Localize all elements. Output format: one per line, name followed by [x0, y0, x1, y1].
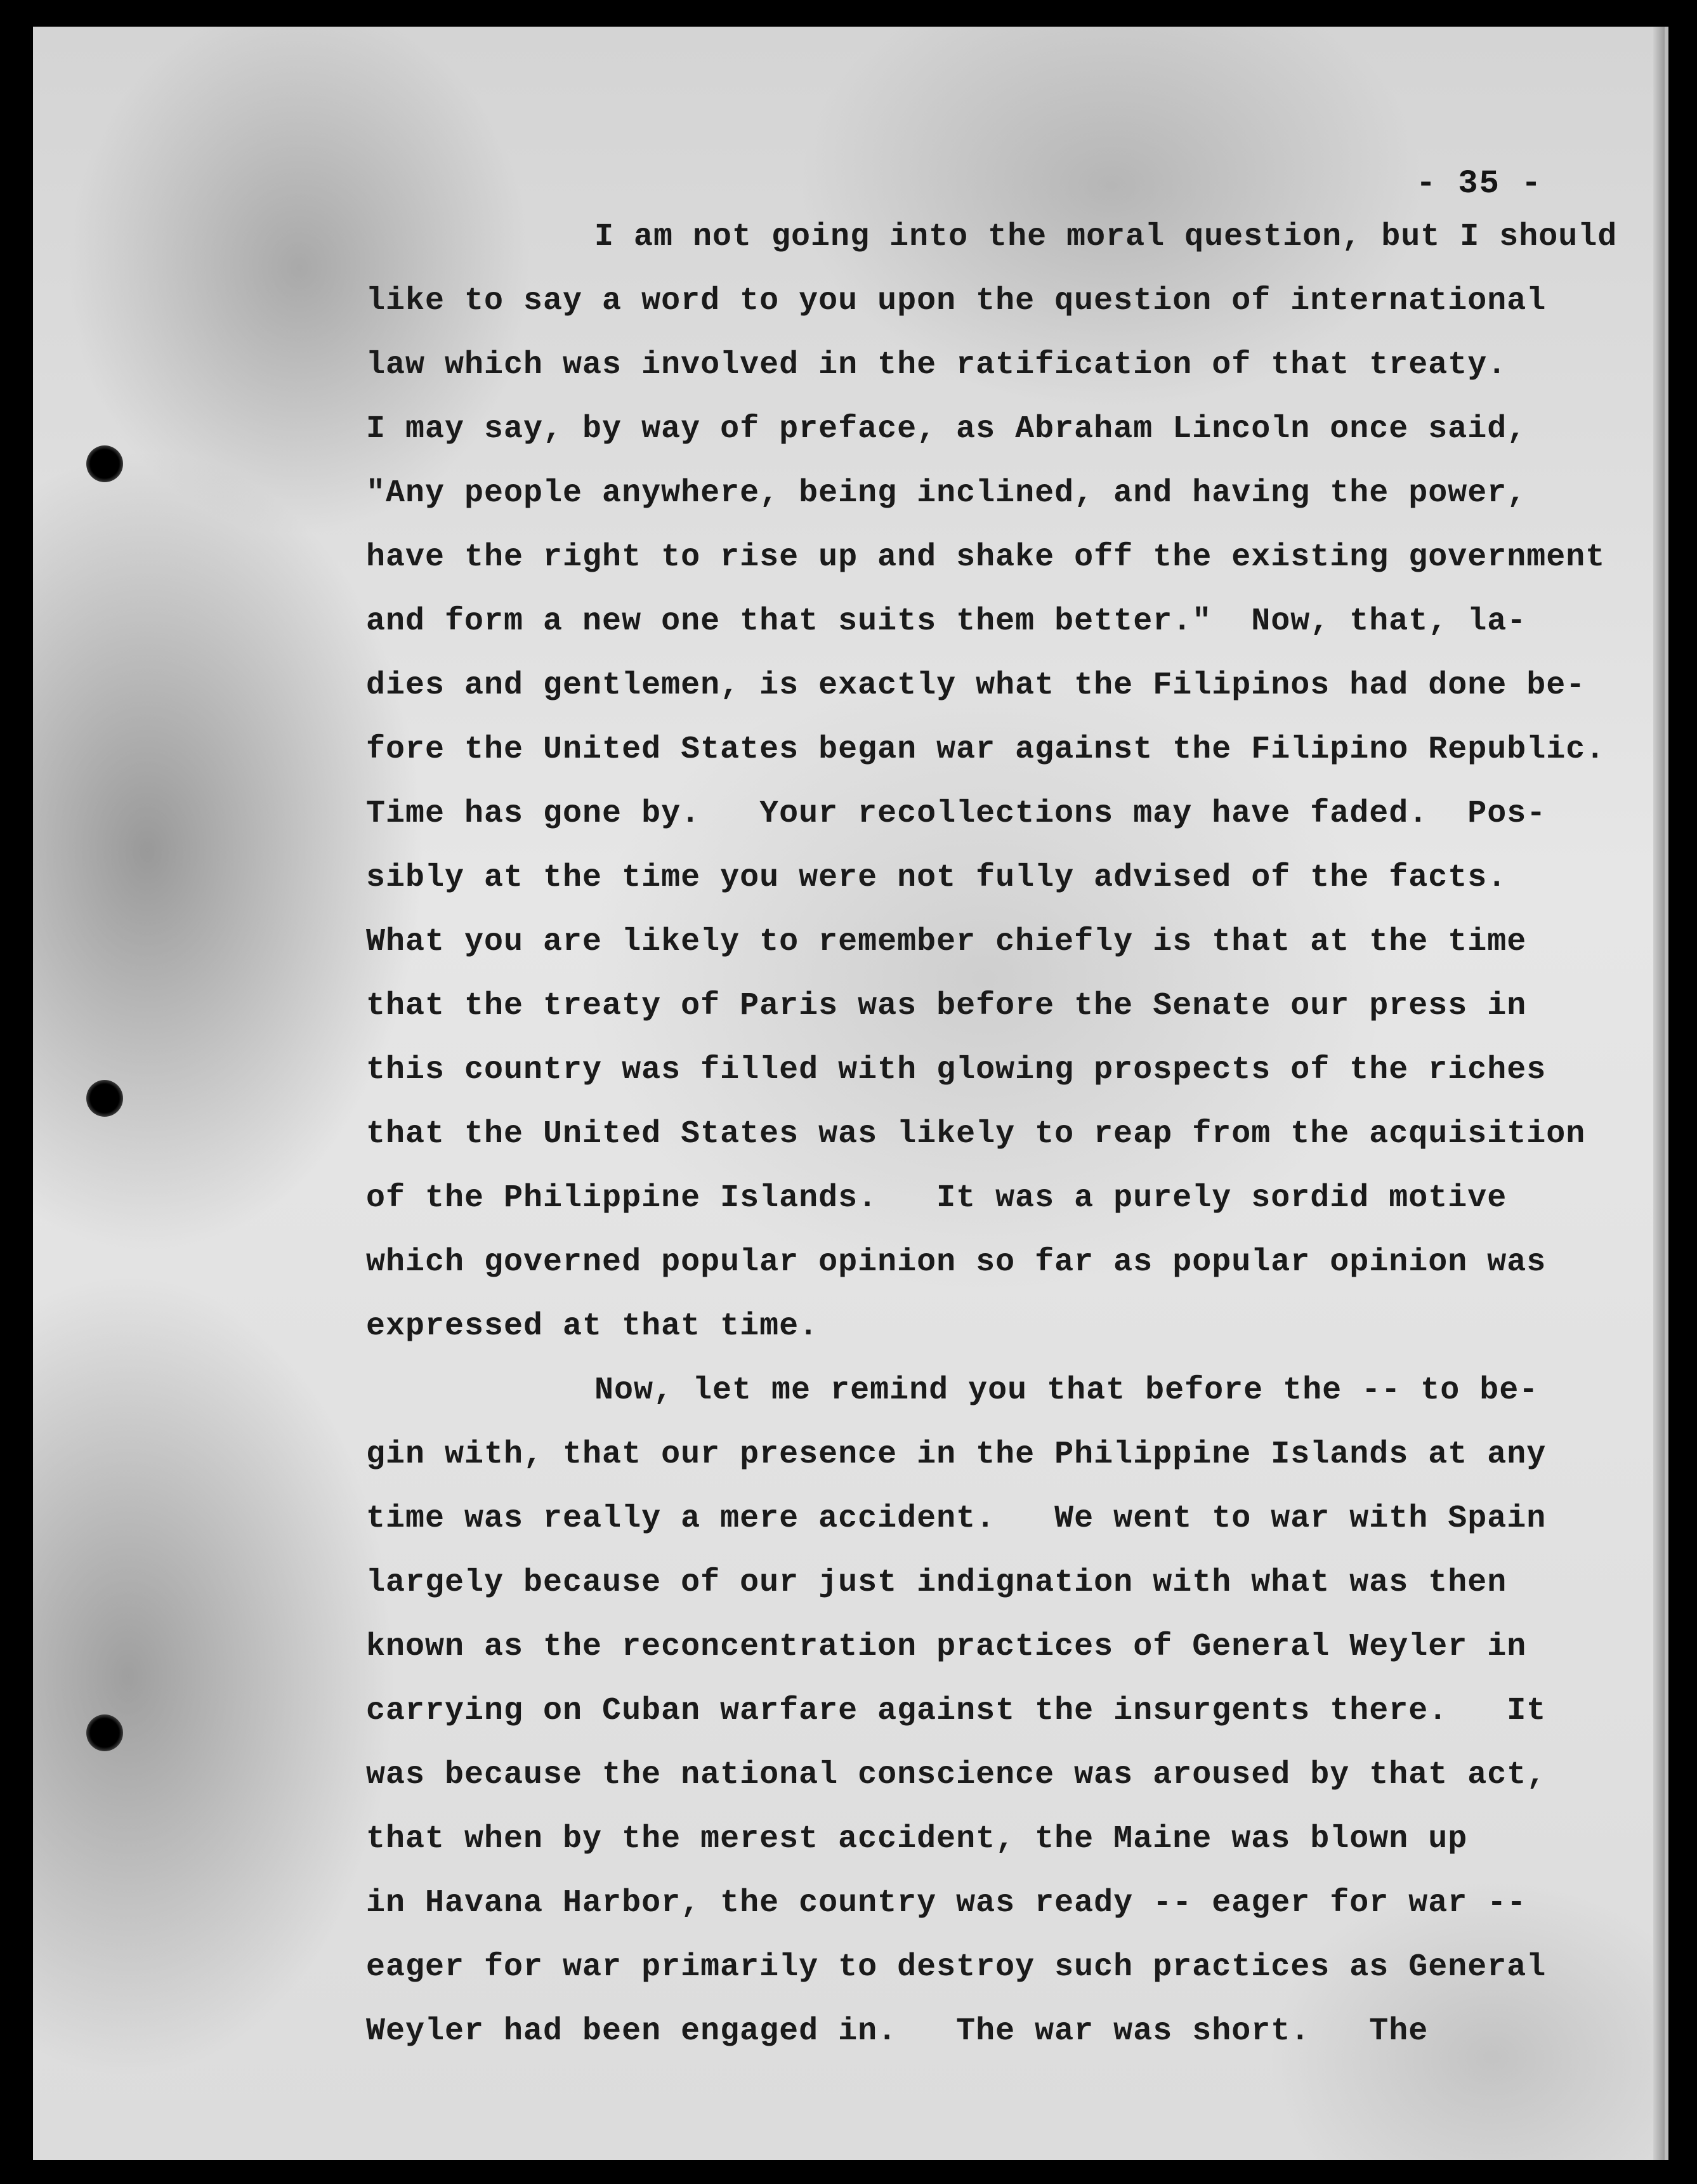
text-line: that when by the merest accident, the Maine was blown up: [366, 1821, 1468, 1857]
text-line: time was really a mere accident. We went to war with Spain: [366, 1501, 1547, 1537]
text-line: dies and gentlemen, is exactly what the Filipinos had done be-: [366, 668, 1586, 704]
text-line: gin with, that our presence in the Philippine Islands at any: [366, 1437, 1547, 1473]
punch-hole-bottom: [86, 1714, 123, 1751]
text-line: sibly at the time you were not fully advised of the facts.: [366, 860, 1507, 896]
page-number: - 35 -: [1416, 165, 1543, 202]
typewritten-page: [33, 27, 1668, 2160]
text-line: expressed at that time.: [366, 1308, 819, 1345]
text-line: this country was filled with glowing prospects of the riches: [366, 1052, 1547, 1088]
text-line: Time has gone by. Your recollections may have faded. Pos-: [366, 796, 1547, 832]
text-line: carrying on Cuban warfare against the insurgents there. It: [366, 1693, 1547, 1729]
text-line: in Havana Harbor, the country was ready -- eager for war --: [366, 1885, 1527, 1921]
text-line: Now, let me remind you that before the -- to be-: [594, 1372, 1539, 1409]
text-line: of the Philippine Islands. It was a purely sordid motive: [366, 1180, 1507, 1216]
punch-hole-middle: [86, 1080, 123, 1117]
punch-hole-top: [86, 445, 123, 482]
text-line: that the United States was likely to reap from the acquisition: [366, 1116, 1586, 1152]
text-line: and form a new one that suits them better." Now, that, la-: [366, 603, 1527, 640]
page-edge: [1653, 27, 1665, 2160]
text-line: like to say a word to you upon the question of international: [366, 283, 1547, 319]
text-line: that the treaty of Paris was before the Senate our press in: [366, 988, 1527, 1024]
text-line: fore the United States began war against the Filipino Republic.: [366, 732, 1606, 768]
text-line: I am not going into the moral question, but I should: [594, 219, 1618, 255]
text-line: What you are likely to remember chiefly is that at the time: [366, 924, 1527, 960]
text-line: which governed popular opinion so far as popular opinion was: [366, 1244, 1547, 1280]
text-line: eager for war primarily to destroy such practices as General: [366, 1949, 1547, 1985]
text-line: have the right to rise up and shake off the existing government: [366, 539, 1606, 576]
text-line: was because the national conscience was aroused by that act,: [366, 1757, 1547, 1793]
text-line: known as the reconcentration practices of General Weyler in: [366, 1629, 1527, 1665]
text-line: law which was involved in the ratification of that treaty.: [366, 347, 1507, 383]
text-line: largely because of our just indignation with what was then: [366, 1565, 1507, 1601]
text-line: Weyler had been engaged in. The war was short. The: [366, 2013, 1429, 2049]
text-line: "Any people anywhere, being inclined, and having the power,: [366, 475, 1527, 511]
text-line: I may say, by way of preface, as Abraham Lincoln once said,: [366, 411, 1527, 447]
